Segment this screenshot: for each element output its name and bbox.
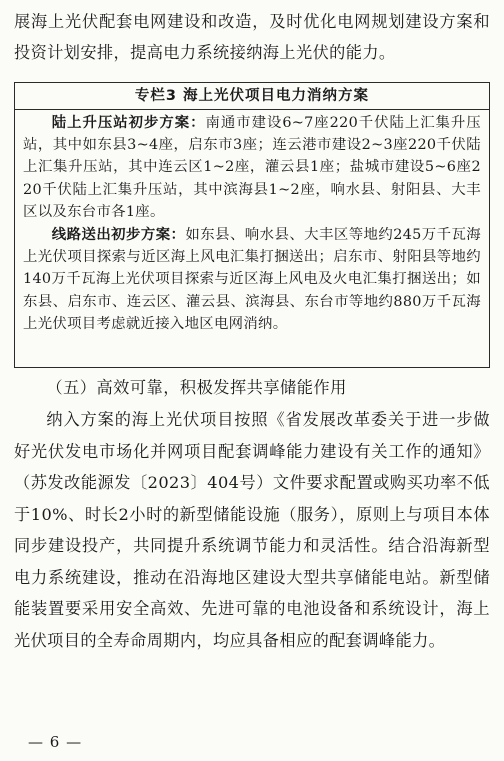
body-paragraph: 纳入方案的海上光伏项目按照《省发展改革委关于进一步做好光伏发电市场化并网项目配套调峰能力建设有关工作的通知》（苏发改能源发〔2023〕404号）文件要求配置或购买功率不低于10%、时长2小时的新型储能设施（服务），原则上与项目本体同步建设投产，共同提升系统调节能力和灵活性。结合沿海新型电力系统建设，推动在沿海地区建设大型共享储能电站。新型储能装置要采用安全高效、先进可靠的电池设备和系统设计，海上光伏项目的全寿命周期内，均应具备相应的配套调峰能力。 — [14, 410, 490, 650]
top-paragraph: 展海上光伏配套电网建设和改造，及时优化电网规划建设方案和投资计划安排，提高电力系统接纳海上光伏的能力。 — [14, 12, 490, 62]
box-item-substation — [23, 112, 481, 223]
section-heading: （五）高效可靠，积极发挥共享储能作用 — [46, 378, 347, 397]
box-item-lead: 陆上升压站初步方案： — [51, 115, 206, 131]
box-item-lead: 线路送出初步方案： — [51, 227, 186, 244]
column-box — [14, 82, 490, 368]
page-number: — 6 — — [28, 733, 83, 751]
box-item-text: 南通市建设6~7座220千伏陆上汇集升压站，其中如东县3~4座，启东市3座；连云港市建设2~3座220千伏陆上汇集升压站，其中连云区1~2座，灌云县1座；盐城市建设5~6座220千伏陆上汇集升压站，其中滨海县1~2座，响水县、射阳县、大丰区以及东台市各1座。 — [23, 115, 481, 220]
box-title: 专栏3 海上光伏项目电力消纳方案 — [15, 83, 489, 110]
box-body — [15, 110, 489, 335]
box-item-text: 如东县、响水县、大丰区等地约245万千瓦海上光伏项目探索与近区海上风电汇集打捆送出；启东市、射阳县等地约140万千瓦海上光伏项目探索与近区海上风电及火电汇集打捆送出；如东县、启东市、连云区、灌云县、滨海县、东台市等地约880万千瓦海上光伏项目考虑就近接入地区电网消纳。 — [23, 227, 481, 332]
box-item-transmission — [23, 224, 481, 335]
